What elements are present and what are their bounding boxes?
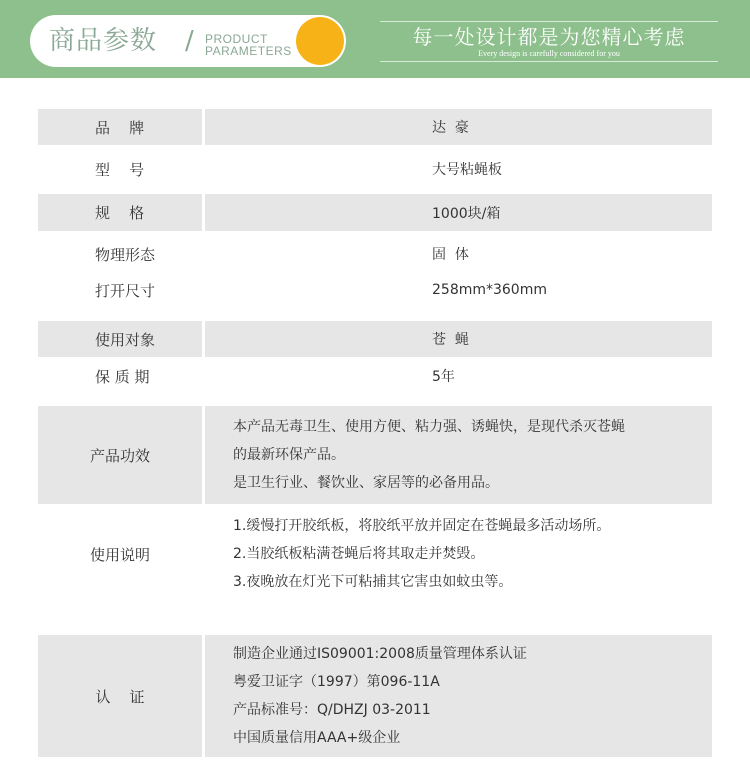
param-row-brand [38,109,712,145]
param-row-target [38,321,712,357]
param-row-model [38,151,712,187]
param-label: 使用说明 [89,545,150,564]
param-label: 规 格 [38,194,202,231]
text-line: 制造企业通过IS09001:2008质量管理体系认证 [233,646,527,662]
param-value: 258mm*360mm [432,282,547,298]
param-row-efficacy [38,406,712,504]
slogan-divider-top [380,21,718,22]
param-label: 使用对象 [38,321,202,357]
param-row-shelf-life [38,358,712,394]
param-value: 苍 蝇 [205,321,712,357]
param-value: 5年 [432,369,455,385]
slogan-divider-bottom [380,61,718,62]
param-value-multiline [205,506,712,602]
param-row-size [38,272,712,308]
text-line: 中国质量信用AAA+级企业 [233,730,401,746]
param-value: 固 体 [432,247,469,263]
param-label: 品 牌 [38,109,202,145]
title-en-line1: PRODUCT [205,32,268,46]
param-value-multiline [205,406,712,504]
text-line: 是卫生行业、餐饮业、家居等的必备用品。 [233,475,499,491]
text-line: 的最新环保产品。 [233,447,345,463]
param-label: 打开尺寸 [95,281,156,300]
param-row-certification [38,635,712,757]
param-value: 达 豪 [205,109,712,145]
header-banner [0,0,750,78]
text-line: 本产品无毒卫生、使用方便、粘力强、诱蝇快，是现代杀灭苍蝇 [233,419,625,435]
text-line: 1.缓慢打开胶纸板，将胶纸平放并固定在苍蝇最多活动场所。 [233,518,611,534]
param-label: 型 号 [95,160,145,179]
text-line: 3.夜晚放在灯光下可粘捕其它害虫如蚊虫等。 [233,574,513,590]
page-title: 商品参数 [49,26,158,56]
param-value: 1000块/箱 [205,194,712,231]
param-row-form [38,236,712,272]
param-label: 产品功效 [38,406,202,504]
text-line: 产品标准号：Q/DHZJ 03-2011 [233,702,431,718]
text-line: 2.当胶纸板粘满苍蝇后将其取走并焚毁。 [233,546,485,562]
param-label: 认 证 [38,635,202,757]
param-label: 保 质 期 [95,367,150,386]
param-row-usage [38,506,712,602]
title-en [205,33,292,57]
title-slash: / [185,26,194,56]
accent-dot [296,17,344,65]
slogan-en: Every design is carefully considered for you [478,49,620,58]
param-value: 大号粘蝇板 [432,162,502,178]
param-label: 物理形态 [95,245,156,264]
text-line: 粤爱卫证字（1997）第096-11A [233,674,440,690]
param-value-multiline [205,635,712,757]
param-row-spec [38,194,712,231]
title-en-line2: PARAMETERS [205,44,292,58]
slogan-cn: 每一处设计都是为您精心考虑 [412,25,686,49]
